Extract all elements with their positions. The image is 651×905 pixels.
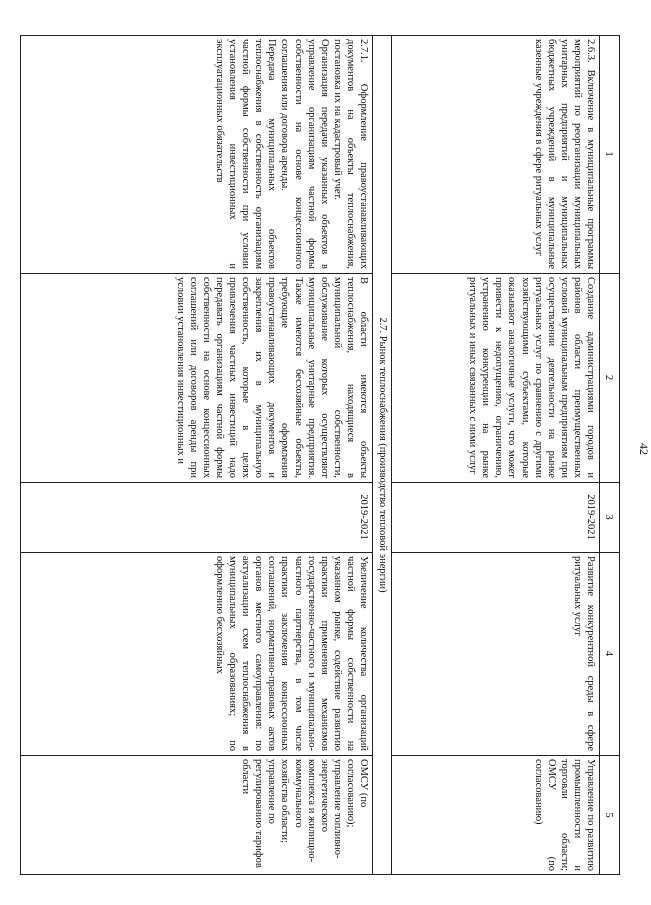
header-col-1: 1: [603, 151, 614, 157]
section-divider-bottom: [372, 35, 373, 875]
rotated-table-page: [20, 35, 651, 875]
section-27-heading: 2.7. Рынок теплоснабжения (производство тепловой энергии): [377, 317, 388, 593]
row-271-measure-p2: Организация передачи указанных объектов в управление организациям частной формы собственности на основе концессионного соглашения или договора аренды.: [279, 39, 330, 269]
table-border-top: [619, 35, 620, 875]
header-col-3: 3: [603, 514, 614, 520]
page-number: 42: [637, 443, 651, 455]
row-271-responsible: ОМСУ (по согласованию); управление топливно-энергетического комплекса и жилищно-коммунального хозяйства области; управление по регулированию тарифов области: [240, 759, 369, 868]
row-271-measure-p3: Передача муниципальных объектов теплоснабжения в собственность организациям частной формы собственности при условии установления инвестиционных и эксплуатационных обязательств: [213, 39, 278, 269]
row-271-period: 2019-2021: [358, 494, 369, 540]
header-col-2: 2: [603, 374, 614, 381]
row-263-period: 2019-2021: [585, 494, 596, 540]
row-271-measure-p1: 2.7.1. Оформление правоустанавливающих документов на объекты теплоснабжения, постановка их на кадастровый учет.: [331, 39, 369, 269]
header-col-5: 5: [603, 812, 614, 818]
header-col-4: 4: [603, 650, 614, 657]
row-263-responsible: Управление по развитию промышленности и торговли области; ОМСУ (по согласованию): [532, 759, 596, 871]
row-271-problem: В области имеются объекты теплоснабжения, находящиеся в муниципальной собственности, обслуживание которых осуществляют муниципальные унитарные предприятия. Также имеются бесхозяйные объекты, требующие оформления правоустанавливающих документов и закрепления их в муниципальную собственность, которые в целях привлечения частных инвестиций надо передавать организациям частной формы собственности на основе концессионных соглашений или договоров аренды при условии установления инвестиционных и: [174, 277, 369, 478]
row-271-measure: [21, 35, 372, 273]
row-271-result: Увеличение количества организаций частной формы собственности на указанном рынке, содействие развитию практики применения механизмов государственно-частного и муниципально-частного партнерства, в том числе практики заключения концессионных соглашений, нормативно-правовых актов органов местного самоуправления: по актуализации схем теплоснабжения в муниципальных образованиях; по оформлению бесхозяйных: [213, 556, 369, 751]
row-263-problem: Создание администрациями городов и районов области преимущественных условий муниципальным предприятиям при осуществлении деятельности на рынке ритуальных услуг по сравнению с другими хозяйствующими субъектами, которые оказывают аналогичные услуги, что может привести к недопущению, ограничению, устранению конкуренции на рынке ритуальных и иных связанных с ними услуг: [467, 277, 596, 478]
row-263-result: Развитие конкурентной среды в сфере ритуальных услуг: [571, 556, 596, 751]
row-263-measure: 2.6.3. Включение в муниципальные программы мероприятий по реорганизации муниципальных унитарных предприятий и муниципальных бюджетных учреждений в муниципальные казенные учреждения в сфере ритуальных услуг: [532, 39, 596, 269]
